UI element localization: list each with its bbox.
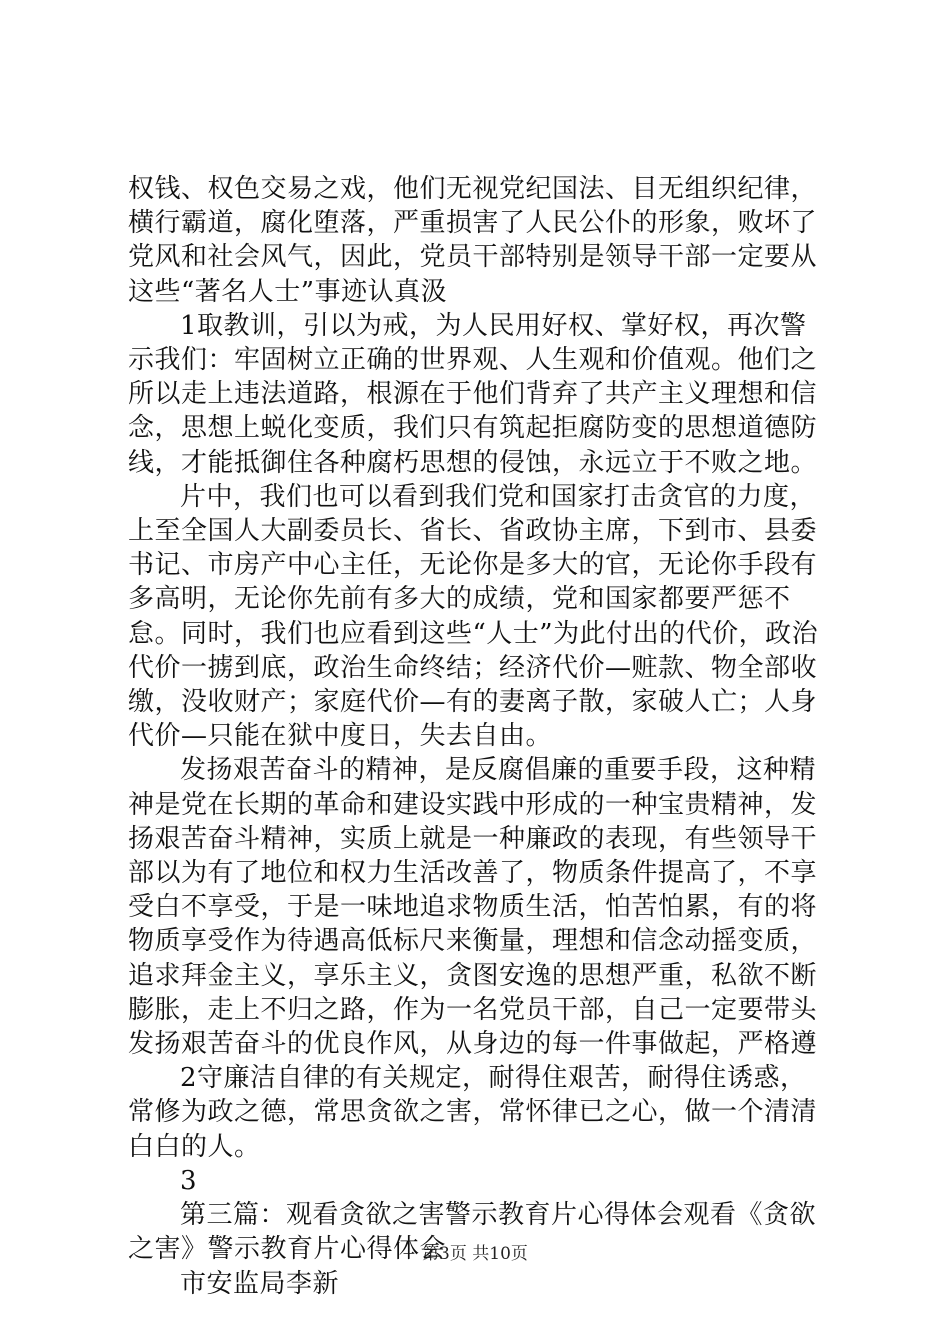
paragraph-2: 1取教训，引以为戒，为人民用好权、掌好权，再次警示我们：牢固树立正确的世界观、人生观和价值观。他们之所以走上违法道路，根源在于他们背弃了共产主义理想和信念，思想上蜕化变质，我们只有筑起拒腐防变的思想道德防线，才能抵御住各种腐朽思想的侵蚀，永远立于不败之地。 <box>128 310 818 478</box>
paragraph-1: 权钱、权色交易之戏，他们无视党纪国法、目无组织纪律，横行霸道，腐化堕落，严重损害了人民公仆的形象，败坏了党风和社会风气，因此，党员干部特别是领导干部一定要从这些“著名人士”事迹认真汲 <box>128 174 818 307</box>
document-body <box>128 172 828 1301</box>
paragraph-4: 发扬艰苦奋斗的精神，是反腐倡廉的重要手段，这种精神是党在长期的革命和建设实践中形成的一种宝贵精神，发扬艰苦奋斗精神，实质上就是一种廉政的表现，有些领导干部以为有了地位和权力生活改善了，物质条件提高了，不享受白不享受，于是一味地追求物质生活，怕苦怕累，有的将物质享受作为待遇高低标尺来衡量，理想和信念动摇变质，追求拜金主义，享乐主义，贪图安逸的思想严重，私欲不断膨胀，走上不归之路，作为一名党员干部，自己一定要带头发扬艰苦奋斗的优良作风，从身边的每一件事做起，严格遵 <box>128 755 818 1060</box>
paragraph-3: 片中，我们也可以看到我们党和国家打击贪官的力度，上至全国人大副委员长、省长、省政协主席，下到市、县委书记、市房产中心主任，无论你是多大的官，无论你手段有多高明，无论你先前有多大的成绩，党和国家都要严惩不怠。同时，我们也应看到这些“人士”为此付出的代价，政治代价一掳到底，政治生命终结；经济代价—赃款、物全部收缴，没收财产；家庭代价—有的妻离子散，家破人亡；人身代价—只能在狱中度日，失去自由。 <box>128 481 819 752</box>
section-heading: 第三篇：观看贪欲之害警示教育片心得体会观看《贪欲之害》警示教育片心得体会 <box>128 1200 817 1265</box>
paragraph-5: 2守廉洁自律的有关规定，耐得住艰苦，耐得住诱惑，常修为政之德，常思贪欲之害，常怀律已之心，做一个清清白白的人。 <box>128 1063 818 1162</box>
page-number-marker: 3 <box>180 1165 198 1196</box>
author-line: 市安监局李新 <box>180 1268 340 1299</box>
page-footer: 第3页 共10页 <box>422 1244 528 1264</box>
